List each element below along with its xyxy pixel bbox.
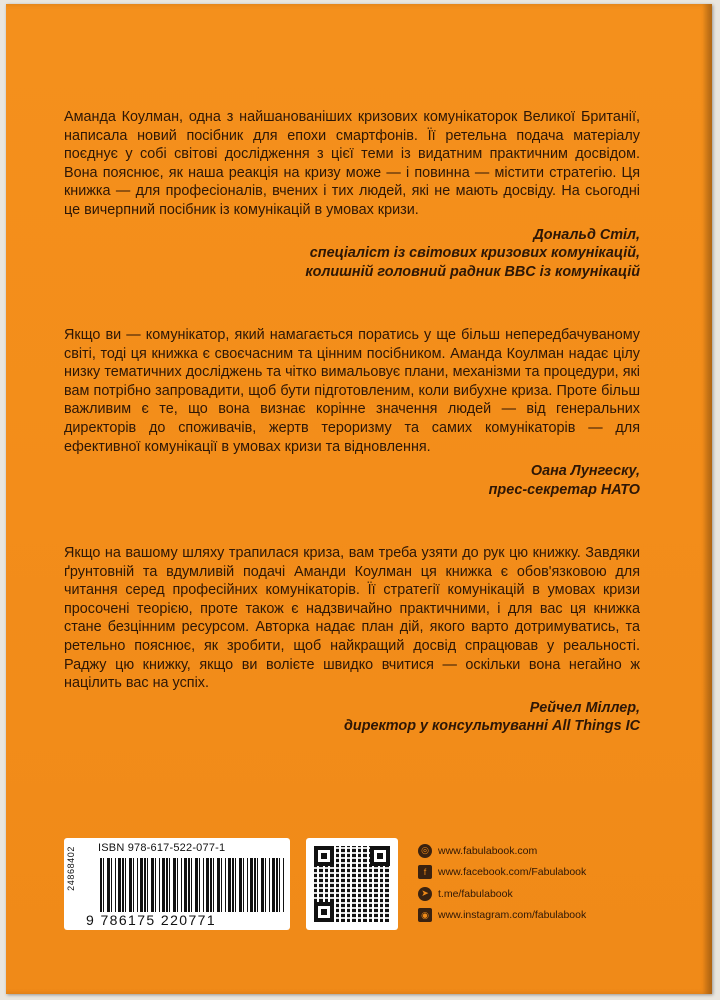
review-rachel-miller [64, 544, 640, 736]
isbn-barcode [64, 838, 290, 930]
link-telegram[interactable] [418, 883, 658, 905]
link-text: www.facebook.com/Fabulabook [438, 866, 587, 879]
link-instagram[interactable] [418, 905, 658, 927]
globe-icon: ◎ [418, 844, 432, 858]
barcode-bars [100, 858, 284, 912]
review-text: Якщо на вашому шляху трапилася криза, вам треба узяти до рук цю книжку. Завдяки ґрунтовній та вдумливій подачі Аманди Коулман ця книжка є обов'язковою для читання серед професійних комунікаторів. Її стратегії комунікацій в умовах кризи просочені теорією, проте також є надзвичайно практичними, і для вас ця книжка стане безцінним ресурсом. Авторка надає план дій, якого варто дотримуватись, та ретельно пояснює, як зробити, щоб найкращий досвід спрацював у реальності. Раджу цю книжку, якщо ви волієте швидко вчитися — оскільки вона негайно ж націлить вас на успіх. [64, 545, 640, 692]
review-author: Рейчел Міллер, [529, 699, 640, 716]
review-donald-steel [64, 108, 640, 281]
review-text: Якщо ви — комунікатор, який намагається поратись у ще більш непередбачуваному світі, тоді ця книжка є своєчасним та цінним посібником. Аманда Коулман надає цілу низку тематичних досліджень та чітко вимальовує плани, механізми та процедури, які вам потрібно запровадити, щоб бути підготовленим, коли вибухне криза. Проте більш важливим є те, що вона визнає корінне значення людей — від генеральних директорів до споживачів, жертв тероризму та самих комунікаторів — для ефективної комунікації в умовах кризи та відновлення. [64, 327, 640, 455]
book-back-cover [6, 4, 712, 994]
review-role: колишній головний радник BBC із комунікацій [305, 263, 640, 280]
barcode-side-code: 24868402 [66, 846, 76, 891]
review-author: Оана Лунгеску, [530, 463, 640, 480]
link-text: www.fabulabook.com [438, 844, 538, 857]
qr-finder [370, 846, 390, 866]
review-attribution [64, 226, 640, 282]
barcode-digits: 9 786175 220771 [86, 912, 216, 928]
link-text: www.instagram.com/fabulabook [438, 909, 587, 922]
qr-code [306, 838, 398, 930]
review-role: директор у консультуванні All Things IC [344, 718, 640, 735]
review-attribution [64, 462, 640, 499]
spine-edge [702, 4, 712, 994]
qr-finder [314, 846, 334, 866]
review-attribution [64, 699, 640, 736]
review-text: Аманда Коулман, одна з найшанованіших кризових комунікаторок Великої Британії, написала новий посібник для епохи смартфонів. Її ретельна подача матеріалу поєднує у собі світові дослідження з цієї теми із видатним практичним досвідом. Вона пояснює, як наша реакція на кризу може — і повинна — містити стратегію. Ця книжка — для професіоналів, вчених і тих людей, які не мають досвіду. На сьогодні це вичерпний посібник із комунікацій в умовах кризи. [64, 109, 640, 218]
publisher-links [418, 840, 658, 926]
isbn-label: ISBN 978-617-522-077-1 [98, 842, 226, 854]
link-website[interactable] [418, 840, 658, 862]
qr-finder [314, 902, 334, 922]
review-oana-lungescu [64, 326, 640, 499]
facebook-icon: f [418, 865, 432, 879]
review-role: прес-секретар НАТО [488, 481, 640, 498]
instagram-icon: ◉ [418, 908, 432, 922]
telegram-icon: ➤ [418, 887, 432, 901]
link-text: t.me/fabulabook [438, 887, 513, 900]
link-facebook[interactable] [418, 862, 658, 884]
review-role: спеціаліст із світових кризових комунікацій, [309, 245, 640, 262]
review-author: Дональд Стіл, [533, 226, 640, 243]
